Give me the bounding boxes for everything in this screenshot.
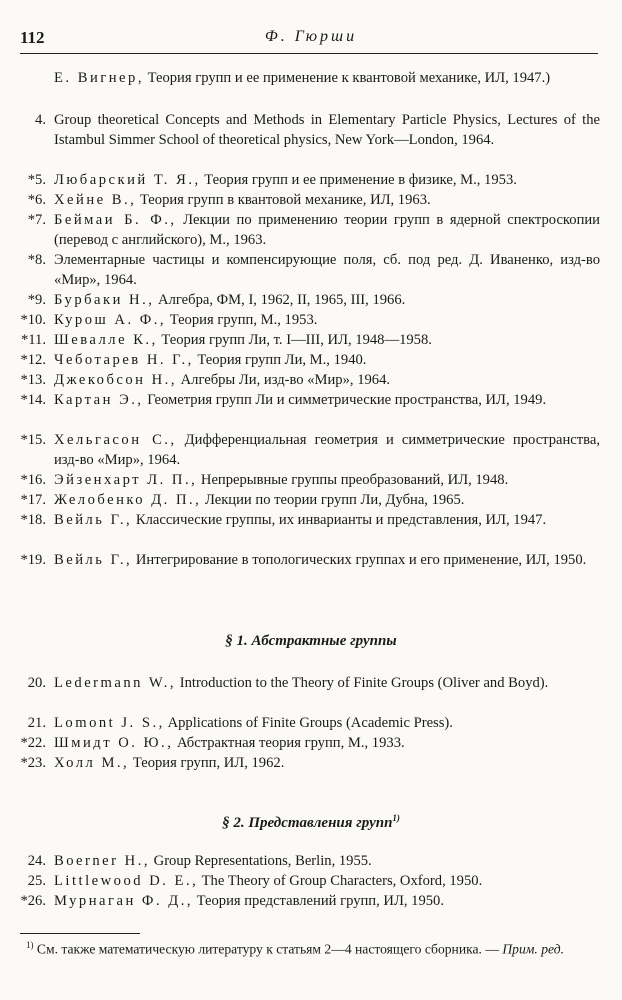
ref-body [54,510,600,530]
ref-text: Group theoretical Concepts and Methods in Elementary Particle Physics, Lectures of the Istambul Simmer School of theoretical physics, New York—London, 1964. [54,112,600,148]
ref-author: Курош А. Ф., [54,312,167,328]
page-number: 112 [20,28,45,47]
ref-text: Group Representations, Berlin, 1955. [150,853,372,869]
footnote-editor-note: Прим. ред. [502,941,564,957]
ref-text: Дифференциальная геометрия и симметрические пространства, изд-во «Мир», 1964. [54,432,600,468]
ref-body [54,310,600,330]
footnote-text: См. также математическую литературу к статьям 2—4 настоящего сборника. — [33,941,503,957]
section-title-abstract-groups: § 1. Абстрактные группы [225,633,397,649]
ref-author: Беймаи Б. Ф., [54,212,177,228]
ref-text: Классические группы, их инварианты и представления, ИЛ, 1947. [132,512,547,528]
ref-number: *6. [27,192,46,208]
ref-body [54,210,600,250]
ref-text: Applications of Finite Groups (Academic Press). [164,715,453,731]
ref-number: *16. [20,472,46,488]
ref-author: Е. Вигнер, [54,70,144,86]
ref-author: Шевалле К., [54,332,158,348]
ref-number: 24. [27,853,46,869]
ref-text: Лекции по применению теории групп в ядерной спектроскопии (перевод с английского), М., 1963. [54,212,600,248]
ref-text: Геометрия групп Ли и симметрические пространства, ИЛ, 1949. [143,392,547,408]
ref-body [54,430,600,470]
ref-number: *23. [20,755,46,771]
ref-text: Элементарные частицы и компенсирующие поля, сб. под ред. Д. Иваненко, изд-во «Мир», 1964. [54,252,600,288]
ref-number: *10. [20,312,46,328]
section-title-text: § 2. Представления групп [222,815,393,831]
ref-body [54,190,600,210]
ref-text: Алгебры Ли, изд-во «Мир», 1964. [176,372,391,388]
ref-body [54,871,600,891]
ref-author: Lomont J. S., [54,715,165,731]
ref-text: Теория групп, ИЛ, 1962. [129,755,285,771]
ref-body [54,390,600,410]
ref-number: *11. [21,332,46,348]
page-header [0,28,622,50]
ref-body [54,713,600,733]
ref-number: 20. [27,675,46,691]
ref-number: *7. [27,212,46,228]
ref-text: Лекции по теории групп Ли, Дубна, 1965. [201,492,465,508]
ref-number: 25. [27,873,46,889]
ref-number: *12. [20,352,46,368]
ref-number: *13. [20,372,46,388]
ref-body [54,891,600,911]
ref-body [54,250,600,290]
continued-reference [54,68,600,88]
ref-number: 4. [35,112,46,128]
ref-body [54,851,600,871]
ref-text: Теория групп и ее применение к квантовой механике, ИЛ, 1947.) [143,70,551,86]
ref-body [54,110,600,150]
ref-body [54,350,600,370]
ref-body [54,733,600,753]
ref-number: *5. [27,172,46,188]
footnote [26,936,598,959]
ref-author: Вейль Г., [54,512,133,528]
footnote-mark: 1) [26,940,34,950]
ref-body [54,290,600,310]
ref-body [54,170,600,190]
ref-text: Теория групп в квантовой механике, ИЛ, 1963. [136,192,431,208]
ref-author: Джекобсон Н., [54,372,177,388]
ref-author: Любарский Т. Я., [54,172,201,188]
ref-text: Теория групп Ли, М., 1940. [193,352,367,368]
ref-text: Абстрактная теория групп, М., 1933. [173,735,405,751]
ref-text: Теория представлений групп, ИЛ, 1950. [193,893,444,909]
ref-text: Introduction to the Theory of Finite Groups (Oliver and Boyd). [176,675,549,691]
ref-body [54,753,600,773]
ref-number: *22. [20,735,46,751]
ref-author: Желобенко Д. П., [54,492,202,508]
ref-body [54,550,600,570]
ref-author: Холл М., [54,755,130,771]
ref-body [54,470,600,490]
ref-author: Boerner H., [54,853,150,869]
ref-author: Картан Э., [54,392,144,408]
ref-text: Теория групп, М., 1953. [166,312,318,328]
ref-author: Бурбаки Н., [54,292,155,308]
ref-number: 21. [27,715,46,731]
ref-text: Теория групп и ее применение в физике, М., 1953. [200,172,517,188]
ref-body [54,673,600,693]
ref-author: Littlewood D. E., [54,873,199,889]
footnote-marker: 1) [392,813,400,823]
ref-text: Непрерывные группы преобразований, ИЛ, 1948. [197,472,509,488]
section-title-representations [0,813,622,832]
ref-number: *15. [20,432,46,448]
running-title: Ф. Гюрши [264,28,358,45]
ref-number: *26. [20,893,46,909]
ref-author: Хейне В., [54,192,137,208]
ref-body [54,330,600,350]
ref-number: *9. [27,292,46,308]
ref-author: Вейль Г., [54,552,133,568]
ref-text: Интегрирование в топологических группах и его применение, ИЛ, 1950. [132,552,587,568]
header-rule [20,53,598,54]
ref-body [54,490,600,510]
ref-author: Ledermann W., [54,675,177,691]
ref-number: *17. [20,492,46,508]
ref-author: Эйзенхарт Л. П., [54,472,198,488]
footnote-rule [20,933,140,934]
ref-author: Хельгасон С., [54,432,177,448]
ref-text: Алгебра, ФМ, I, 1962, II, 1965, III, 1966. [154,292,406,308]
ref-author: Мурнаган Ф. Д., [54,893,193,909]
ref-number: *8. [27,252,46,268]
ref-author: Чеботарев Н. Г., [54,352,194,368]
ref-text: The Theory of Group Characters, Oxford, 1950. [198,873,483,889]
ref-number: *14. [20,392,46,408]
ref-number: *19. [20,552,46,568]
ref-number: *18. [20,512,46,528]
ref-text: Теория групп Ли, т. I—III, ИЛ, 1948—1958. [157,332,432,348]
ref-author: Шмидт О. Ю., [54,735,174,751]
ref-body [54,370,600,390]
